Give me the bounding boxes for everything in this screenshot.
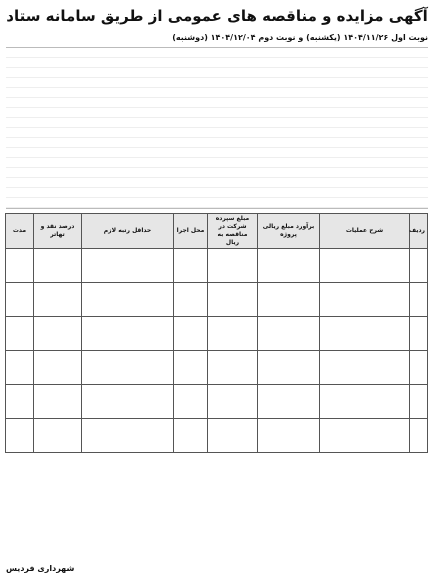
table-cell [208,317,258,351]
table-cell [208,283,258,317]
table-cell [34,419,82,453]
table-cell [258,283,320,317]
table-cell [258,385,320,419]
table-cell [320,419,410,453]
table-cell [410,385,428,419]
table-cell [208,351,258,385]
table-cell [34,249,82,283]
table-cell [410,419,428,453]
table-cell [208,419,258,453]
column-header: محل اجرا [174,214,208,249]
table-cell [174,385,208,419]
table-cell [34,351,82,385]
table-row [6,283,428,317]
column-header: درصد نقد و تهاتر [34,214,82,249]
table-cell [34,385,82,419]
table-cell [82,385,174,419]
table-cell [82,351,174,385]
table-cell [82,283,174,317]
table-cell [6,419,34,453]
table-cell [34,283,82,317]
column-header: مبلغ سپرده شرکت در مناقصه به ریال [208,214,258,249]
table-cell [258,419,320,453]
table-cell [320,317,410,351]
column-header: شرح عملیات [320,214,410,249]
publication-dates: نوبت اول ۱۴۰۴/۱۱/۲۶ (یکشنبه) و نوبت دوم ۱۴۰۴/۱۲/۰۴ (دوشنبه) [172,33,428,42]
table-cell [174,419,208,453]
table-row [6,351,428,385]
table-cell [410,283,428,317]
table-cell [410,249,428,283]
table-cell [174,317,208,351]
table-cell [258,351,320,385]
column-header: برآورد مبلغ ریالی پروژه [258,214,320,249]
table-cell [174,283,208,317]
table-header-row [6,214,428,249]
table-cell [174,351,208,385]
table-row [6,419,428,453]
table-cell [320,351,410,385]
table-cell [82,317,174,351]
table-cell [82,419,174,453]
footer-signature: شهرداری فردیس [6,564,75,573]
table-cell [320,283,410,317]
table-cell [258,317,320,351]
table-cell [410,317,428,351]
table-cell [258,249,320,283]
table-row [6,249,428,283]
table-cell [6,317,34,351]
table-cell [208,249,258,283]
intro-paragraph [6,47,428,209]
table-cell [6,283,34,317]
table-cell [320,385,410,419]
table-cell [320,249,410,283]
table-row [6,385,428,419]
tender-table [5,213,428,453]
table-cell [208,385,258,419]
table-cell [6,249,34,283]
table-cell [174,249,208,283]
column-header: مدت [6,214,34,249]
table-cell [6,385,34,419]
table-cell [34,317,82,351]
table-cell [6,351,34,385]
column-header: حداقل رتبه لازم [82,214,174,249]
table-row [6,317,428,351]
page-title: آگهی مزایده و مناقصه های عمومی از طریق سامانه ستاد [6,7,428,25]
column-header: ردیف [410,214,428,249]
table-cell [410,351,428,385]
table-body [6,249,428,453]
table-cell [82,249,174,283]
